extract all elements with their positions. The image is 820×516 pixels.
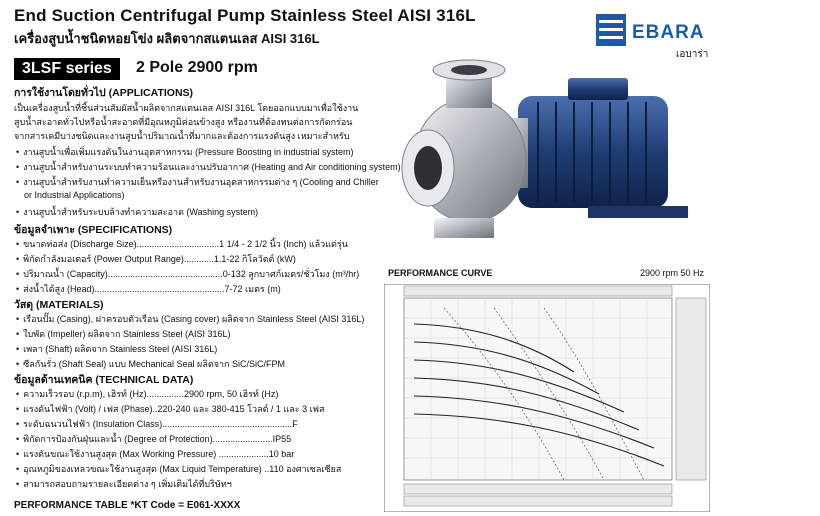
spec-item: • ปริมาณน้ำ (Capacity)..............................................0-132 ลูกบาศก์เมตร/ชั่วโมง (m³/hr) (16, 267, 359, 281)
performance-curve-chart (384, 284, 710, 512)
technical-item: • ระดับฉนวนไฟฟ้า (Insulation Class)....................................................F (16, 417, 298, 431)
pump-image (398, 58, 702, 258)
series-badge: 3LSF series (14, 58, 120, 80)
applications-intro-line: สูบน้ำสะอาดทั่วไปหรือน้ำสะอาดที่มีอุณหภูมิค่อนข้างสูง หรืองานที่ต้องทนต่อการกัดกร่อน (14, 117, 353, 127)
technical-item: • แรงดันขณะใช้งานสูงสุด (Max Working Pressure) ....................10 bar (16, 447, 294, 461)
performance-curve-rpm: 2900 rpm 50 Hz (640, 268, 705, 278)
applications-bullet: • งานสูบน้ำสำหรับงานระบบทำความร้อนและงานปรับอากาศ (Heating and Air conditioning system) (16, 160, 401, 174)
spec-item: • พิกัดกำลังมอเตอร์ (Power Output Range)............1.1-22 กิโลวัตต์ (kW) (16, 252, 296, 266)
performance-curve-title: PERFORMANCE CURVE (388, 268, 493, 278)
svg-text:EBARA: EBARA (632, 22, 705, 43)
applications-bullet-cont: or Industrial Applications) (24, 190, 125, 200)
material-item: • ซีลกันรั่ว (Shaft Seal) แบบ Mechanical Seal ผลิตจาก SiC/SiC/FPM (16, 357, 285, 371)
page-subtitle-th: เครื่องสูบน้ำชนิดหอยโข่ง ผลิตจากสแตนเลส AISI 316L (14, 31, 320, 46)
applications-heading: การใช้งานโดยทั่วไป (APPLICATIONS) (14, 87, 194, 99)
specifications-heading: ข้อมูลจำเพาะ (SPECIFICATIONS) (14, 224, 173, 236)
series-rpm: 2 Pole 2900 rpm (136, 59, 258, 76)
material-item: • เรือนปั๊ม (Casing), ฝาครอบตัวเรือน (Casing cover) ผลิตจาก Stainless Steel (AISI 316L) (16, 312, 364, 326)
technical-item: • ความเร็วรอบ (r.p.m), เฮิรท์ (Hz)...............2900 rpm, 50 เฮิรท์ (Hz) (16, 387, 278, 401)
applications-bullet: • งานสูบน้ำสำหรับระบบล้างทำความสะอาด (Washing system) (16, 205, 258, 219)
applications-intro-line: เป็นเครื่องสูบน้ำที่ชิ้นส่วนสัมผัสน้ำผลิตจากสแตนเลส AISI 316L โดยออกแบบมาเพื่อใช้งาน (14, 103, 359, 113)
technical-item: • พิกัดการป้องกันฝุ่นและน้ำ (Degree of Protection)........................IP55 (16, 432, 291, 446)
technical-heading: ข้อมูลด้านเทคนิค (TECHNICAL DATA) (14, 374, 194, 386)
technical-item: • แรงดันไฟฟ้า (Volt) / เฟส (Phase)..220-240 และ 380-415 โวลต์ / 1 และ 3 เฟส (16, 402, 325, 416)
performance-table-label: PERFORMANCE TABLE *KT Code = E061-XXXX (14, 500, 241, 511)
applications-bullet: • งานสูบน้ำเพื่อเพิ่มแรงดันในงานอุตสาหกรรม (Pressure Boosting in industrial system) (16, 145, 354, 159)
page-title: End Suction Centrifugal Pump Stainless Steel AISI 316L (14, 6, 476, 25)
technical-item: • สามารถสอบถามรายละเอียดต่าง ๆ เพิ่มเติมได้ที่บริษัทฯ (16, 477, 232, 491)
material-item: • เพลา (Shaft) ผลิตจาก Stainless Steel (AISI 316L) (16, 342, 217, 356)
brand-th: เอบาร่า (676, 49, 709, 60)
technical-item: • อุณหภูมิของเหลวขณะใช้งานสูงสุด (Max Liquid Temperature) ..110 องศาเซลเซียส (16, 462, 341, 476)
applications-intro-line: จากสารเคมีบางชนิดและงานสูบน้ำปริมาณน้ำที่มากและต้องการแรงดันสูง เหมาะสำหรับ (14, 131, 350, 141)
material-item: • ใบพัด (Impeller) ผลิตจาก Stainless Steel (AISI 316L) (16, 327, 231, 341)
applications-bullet: • งานสูบน้ำสำหรับงานทำความเย็นหรืองานสำหรับงานอุตสาหกรรมต่าง ๆ (Cooling and Chiller (16, 175, 379, 189)
spec-item: • ส่งน้ำได้สูง (Head)....................................................7-72 เมตร (m) (16, 282, 281, 296)
materials-heading: วัสดุ (MATERIALS) (14, 299, 104, 311)
ebara-logo-icon (596, 14, 708, 46)
spec-item: • ขนาดท่อส่ง (Discharge Size).................................1 1/4 - 2 1/2 นิ้ว (Inch) แล้วแต่รุ่น (16, 237, 348, 251)
